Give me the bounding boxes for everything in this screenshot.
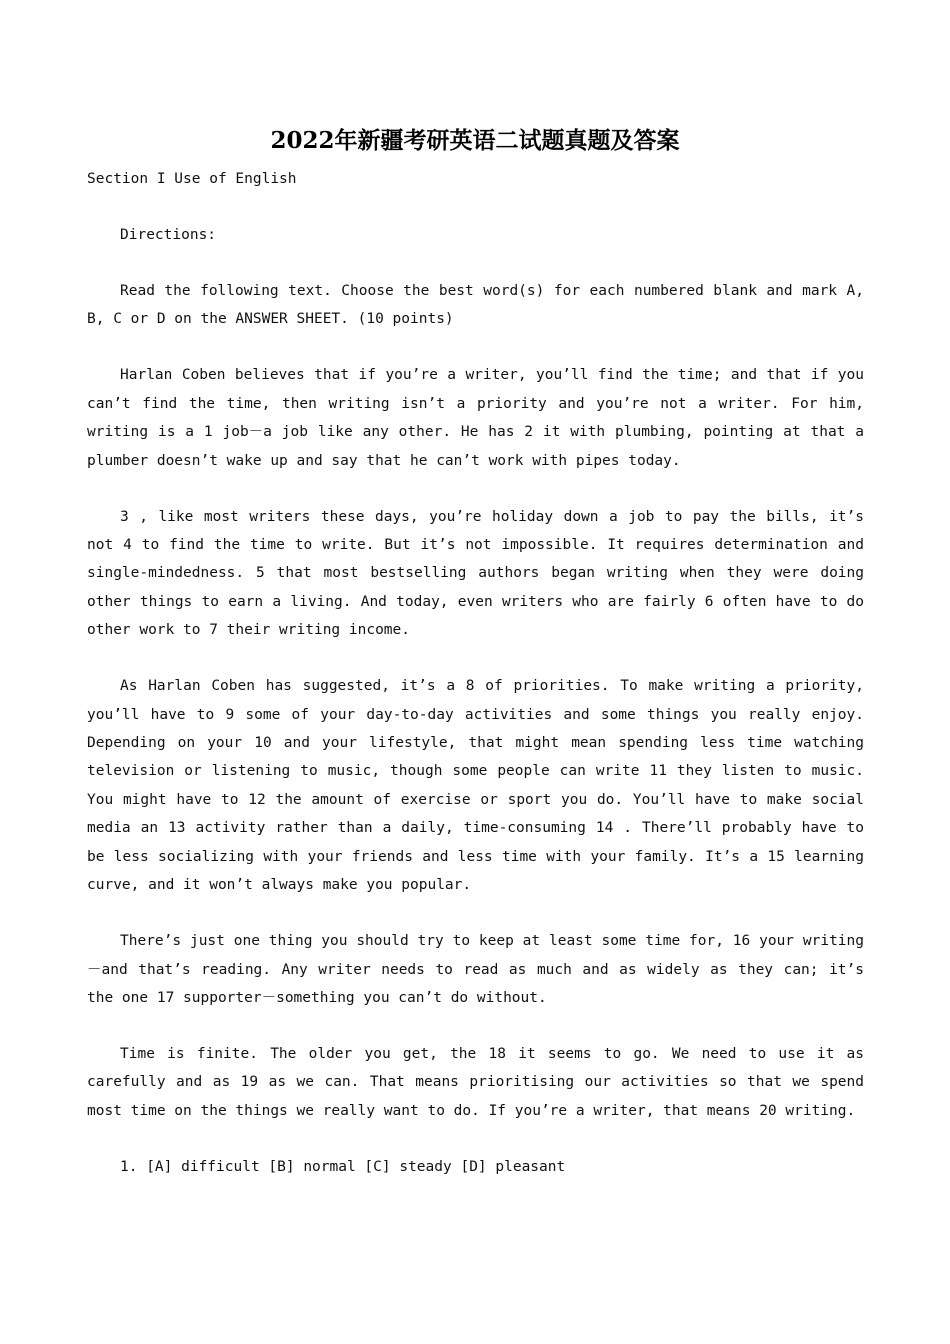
directions-label: Directions: xyxy=(120,227,217,243)
document-body xyxy=(87,165,864,1209)
passage-paragraph-3: As Harlan Coben has suggested, it’s a 8 of priorities. To make writing a priority, you’ll have to 9 some of your day-to-day activities and some things you really enjoy. Depending on your 10 and your lifestyle, that might mean spending less time watching television or listening to music, though some people can write 11 they listen to music. You might have to 12 the amount of exercise or sport you do. You’ll have to make social media an 13 activity rather than a daily, time-consuming 14 . There’ll probably have to be less socializing with your friends and less time with your family. It’s a 15 learning curve, and it won’t always make you popular. xyxy=(87,678,864,894)
passage-paragraph-5: Time is finite. The older you get, the 18 it seems to go. We need to use it as carefully and as 19 as we can. That means prioritising our activities so that we spend most time on the things we really want to do. If you’re a writer, that means 20 writing. xyxy=(87,1045,864,1119)
directions-text: Read the following text. Choose the best word(s) for each numbered blank and mark A, B, C or D on the ANSWER SHEET. (10 points) xyxy=(87,283,864,328)
document-title: 2022年新疆考研英语二试题真题及答案 xyxy=(270,127,680,154)
passage-paragraph-1: Harlan Coben believes that if you’re a writer, you’ll find the time; and that if you can’t find the time, then writing isn’t a priority and you’re not a writer. For him, writing is a 1 job－a job like any other. He has 2 it with plumbing, pointing at that a plumber doesn’t wake up and say that he can’t work with pipes today. xyxy=(87,367,864,469)
passage-paragraph-2: 3 , like most writers these days, you’re holiday down a job to pay the bills, it’s not 4 to find the time to write. But it’s not impossible. It requires determination and single-mindedness. 5 that most bestselling authors began writing when they were doing other things to earn a living. And today, even writers who are fairly 6 often have to do other work to 7 their writing income. xyxy=(87,508,864,639)
section-heading: Section I Use of English xyxy=(87,171,297,187)
passage-paragraph-4: There’s just one thing you should try to keep at least some time for, 16 your writing－and that’s reading. Any writer needs to read as much and as widely as they can; it’s the one 17 supporter－something you can’t do without. xyxy=(87,933,864,1006)
question-1: 1. [A] difficult [B] normal [C] steady [D] pleasant xyxy=(120,1158,566,1175)
